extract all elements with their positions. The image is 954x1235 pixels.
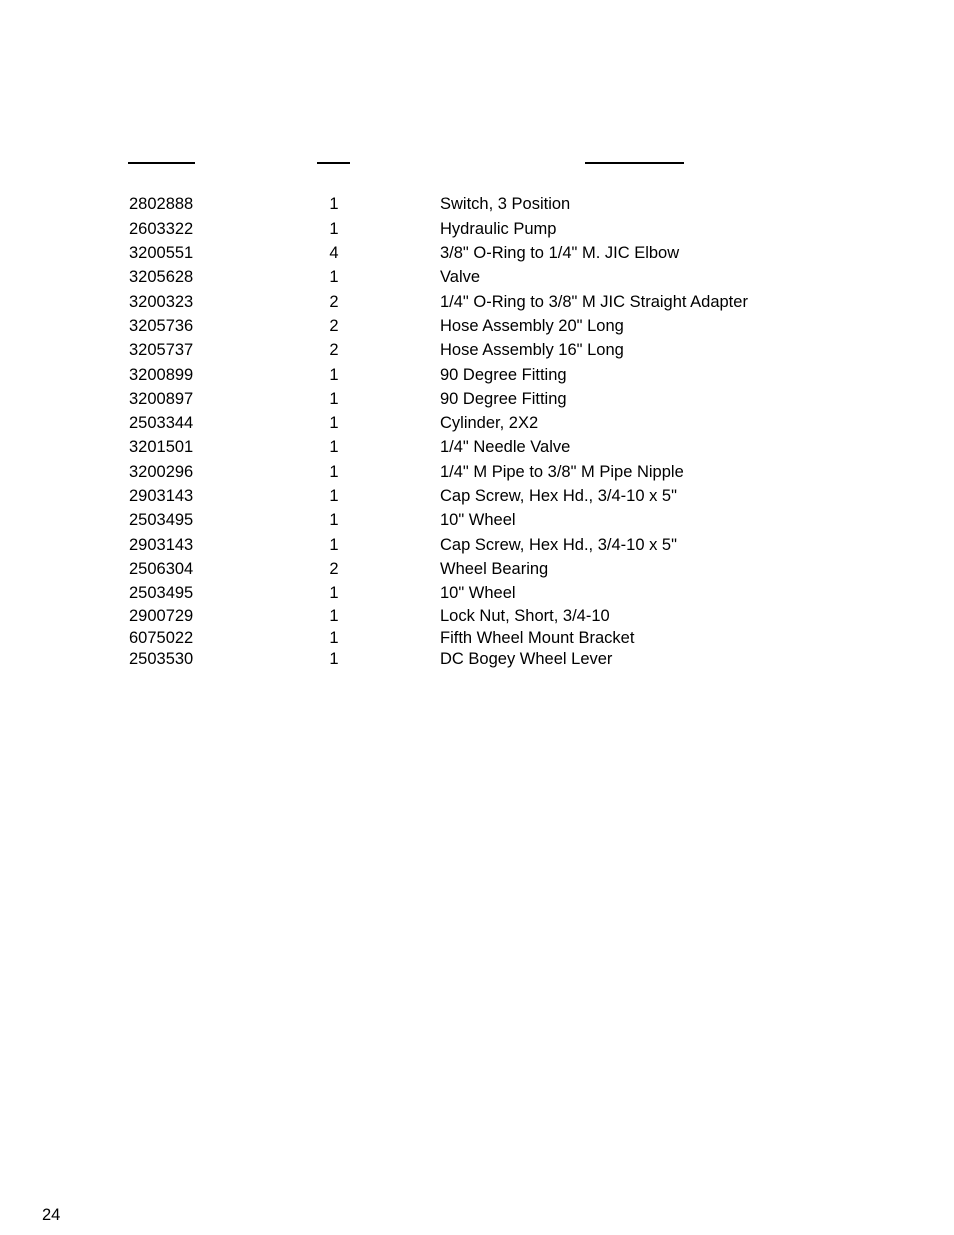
part-description: Lock Nut, Short, 3/4-10	[440, 607, 610, 625]
parts-row	[0, 388, 954, 410]
parts-row	[0, 315, 954, 337]
part-description: Wheel Bearing	[440, 560, 549, 578]
parts-row	[0, 339, 954, 361]
part-description: Hose Assembly 20" Long	[440, 317, 624, 335]
parts-row	[0, 605, 954, 627]
part-number: 2503495	[129, 584, 194, 602]
parts-row	[0, 558, 954, 580]
part-description: Fifth Wheel Mount Bracket	[440, 629, 635, 647]
part-number: 3200323	[129, 293, 194, 311]
quantity: 1	[329, 487, 339, 505]
part-number: 2903143	[129, 536, 194, 554]
part-number: 2503530	[129, 650, 194, 668]
parts-row	[0, 412, 954, 434]
part-number: 3200551	[129, 244, 194, 262]
part-description: Hose Assembly 16" Long	[440, 341, 624, 359]
quantity: 1	[329, 220, 339, 238]
part-description: 90 Degree Fitting	[440, 390, 567, 408]
quantity: 2	[329, 317, 339, 335]
part-number: 2903143	[129, 487, 194, 505]
parts-row	[0, 364, 954, 386]
quantity: 4	[329, 244, 339, 262]
part-description: Cap Screw, Hex Hd., 3/4-10 x 5"	[440, 487, 677, 505]
parts-row	[0, 648, 954, 670]
parts-row	[0, 509, 954, 531]
quantity: 1	[329, 511, 339, 529]
part-description: Cylinder, 2X2	[440, 414, 539, 432]
part-number: 6075022	[129, 629, 194, 647]
part-description: 1/4" O-Ring to 3/8" M JIC Straight Adapter	[440, 293, 748, 311]
part-number: 3205737	[129, 341, 194, 359]
parts-row	[0, 534, 954, 556]
quantity: 1	[329, 414, 339, 432]
parts-row	[0, 242, 954, 264]
parts-row	[0, 266, 954, 288]
quantity: 1	[329, 268, 339, 286]
part-number: 3205736	[129, 317, 194, 335]
part-number: 2503344	[129, 414, 194, 432]
quantity: 1	[329, 536, 339, 554]
quantity: 1	[329, 366, 339, 384]
quantity: 1	[329, 463, 339, 481]
part-description: 1/4" M Pipe to 3/8" M Pipe Nipple	[440, 463, 684, 481]
part-description: 3/8" O-Ring to 1/4" M. JIC Elbow	[440, 244, 680, 262]
description-header-rule	[585, 162, 684, 164]
parts-row	[0, 485, 954, 507]
part-description: 90 Degree Fitting	[440, 366, 567, 384]
quantity: 1	[329, 650, 339, 668]
quantity: 1	[329, 607, 339, 625]
part-description: 1/4" Needle Valve	[440, 438, 571, 456]
part-number: 2503495	[129, 511, 194, 529]
parts-row	[0, 582, 954, 604]
parts-row	[0, 461, 954, 483]
page-number: 24	[42, 1206, 61, 1224]
part-number: 2802888	[129, 195, 194, 213]
quantity: 1	[329, 438, 339, 456]
quantity: 1	[329, 195, 339, 213]
parts-row	[0, 627, 954, 649]
parts-row	[0, 193, 954, 215]
part-number: 2900729	[129, 607, 194, 625]
parts-row	[0, 436, 954, 458]
quantity: 2	[329, 560, 339, 578]
part-description: Cap Screw, Hex Hd., 3/4-10 x 5"	[440, 536, 677, 554]
part-description: 10" Wheel	[440, 511, 516, 529]
part-description: Switch, 3 Position	[440, 195, 571, 213]
part-number: 3205628	[129, 268, 194, 286]
quantity: 1	[329, 584, 339, 602]
part-number: 2506304	[129, 560, 194, 578]
parts-row	[0, 291, 954, 313]
part-description: DC Bogey Wheel Lever	[440, 650, 613, 668]
parts-row	[0, 218, 954, 240]
quantity: 2	[329, 341, 339, 359]
part-number: 3200897	[129, 390, 194, 408]
part-description: Valve	[440, 268, 481, 286]
part-description: Hydraulic Pump	[440, 220, 557, 238]
part-number: 3201501	[129, 438, 194, 456]
part-number: 3200899	[129, 366, 194, 384]
quantity: 2	[329, 293, 339, 311]
part-number: 3200296	[129, 463, 194, 481]
quantity: 1	[329, 629, 339, 647]
part-number: 2603322	[129, 220, 194, 238]
part-number-header-rule	[128, 162, 195, 164]
part-description: 10" Wheel	[440, 584, 516, 602]
qty-header-rule	[317, 162, 350, 164]
quantity: 1	[329, 390, 339, 408]
